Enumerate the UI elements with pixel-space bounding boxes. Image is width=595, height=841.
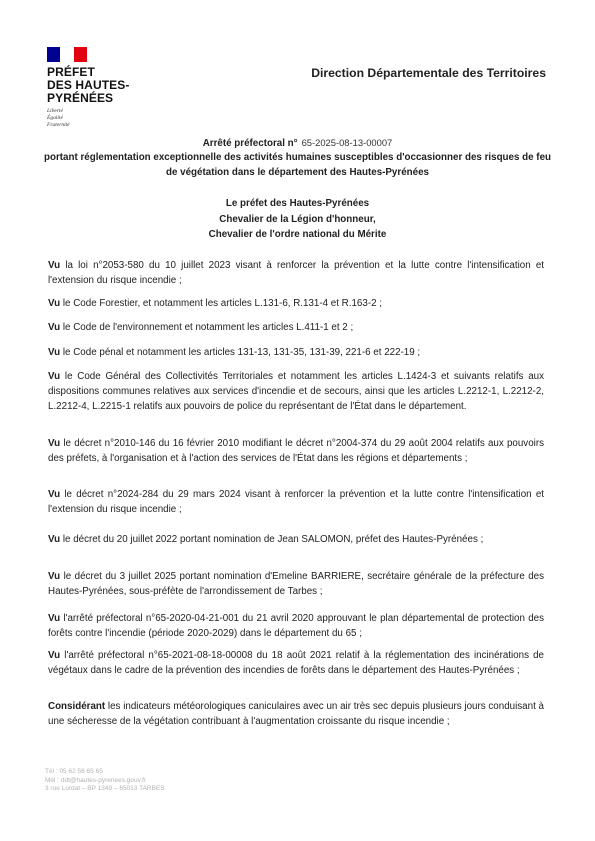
decree-label: Arrêté préfectoral n° [202,138,298,149]
prefecture-name-line: PRÉFET [47,65,95,79]
contact-footer [45,768,165,794]
prefet-titles [0,196,595,243]
prefet-line: Le préfet des Hautes-Pyrénées [225,198,370,209]
prefet-line: Chevalier de l'ordre national du Mérite [208,229,387,240]
vu-paragraph: Vu le décret n°2010-146 du 16 février 2010 modifiant le décret n°2004-374 du 29 août 2004 relatifs aux pouvoirs des préfets, à l'organisation et à l'action des services de l'État dans les régions et départements ; [48,438,544,464]
motto-line: Liberté [47,108,63,114]
motto-line: Fraternité [47,122,70,128]
motto-line: Égalité [47,115,63,121]
considerant-paragraph: Considérant les indicateurs météorologiques caniculaires avec un air très sec depuis plusieurs jours conduisant à une sécheresse de la végétation contribuant à l'augmentation croissante du risque incendie ; [48,701,544,727]
vu-paragraph: Vu l'arrêté préfectoral n°65-2021-08-18-00008 du 18 août 2021 relatif à la réglementation des incinérations de végétaux dans le cadre de la prévention des incendies de forêts dans le département des Hautes-Pyrénées ; [48,650,544,676]
prefecture-name-line: DES HAUTES- [47,78,130,92]
vu-paragraph: Vu le Code pénal et notamment les articles 131-13, 131-35, 131-39, 221-6 et 222-19 ; [48,347,421,358]
decree-title [0,137,595,149]
prefecture-name [47,66,129,105]
prefet-line: Chevalier de la Légion d'honneur, [219,213,376,225]
republic-motto [47,108,129,129]
footer-address: 3 rue Lordat – BP 1349 – 65013 TARBES [45,785,165,792]
vu-paragraph: Vu le décret n°2024-284 du 29 mars 2024 visant à renforcer la prévention et la lutte contre l'intensification et l'extension du risque incendie ; [48,489,544,515]
prefecture-name-line: PYRÉNÉES [47,91,114,105]
vu-paragraph: Vu le Code de l'environnement et notamment les articles L.411-1 et 2 ; [48,322,354,333]
direction-heading: Direction Départementale des Territoires [311,66,546,80]
marianne-logo [47,47,129,129]
vu-paragraph: Vu le Code Général des Collectivités Territoriales et notamment les articles L.1424-3 et suivants relatifs aux dispositions communes relatives aux services d'incendie et de secours, ainsi que les articles L.2212-1, L.2212-2, L.2212-4, L.2215-1 relatifs aux pouvoirs de police du représentant de l'État dans le département. [48,371,544,412]
vu-paragraph: Vu le décret du 20 juillet 2022 portant nomination de Jean SALOMON, préfet des Hautes-Pyrénées ; [48,534,484,545]
tricolor-flag-icon [47,47,87,62]
footer-email: Mél : ddt@hautes-pyrenees.gouv.fr [45,776,147,784]
vu-paragraph: Vu la loi n°2053-580 du 10 juillet 2023 visant à renforcer la prévention et la lutte contre l'intensification et l'extension du risque incendie ; [48,260,544,286]
decree-number: 65-2025-08-13-00007 [301,137,393,148]
vu-paragraph: Vu le décret du 3 juillet 2025 portant nomination d'Emeline BARRIERE, secrétaire générale de la préfecture des Hautes-Pyrénées, sous-préfète de l'arrondissement de Tarbes ; [48,571,544,597]
decree-subject: portant réglementation exceptionnelle des activités humaines susceptibles d'occasionner des risques de feu de végétation dans le département des Hautes-Pyrénées [43,152,552,178]
vu-paragraph: Vu le Code Forestier, et notamment les articles L.131-6, R.131-4 et R.163-2 ; [48,298,382,309]
vu-paragraph: Vu l'arrêté préfectoral n°65-2020-04-21-001 du 21 avril 2020 approuvant le plan départemental de protection des forêts contre l'incendie (période 2020-2029) dans le département du 65 ; [48,613,544,639]
footer-phone: Tél : 05 62 56 65 65 [45,768,103,775]
